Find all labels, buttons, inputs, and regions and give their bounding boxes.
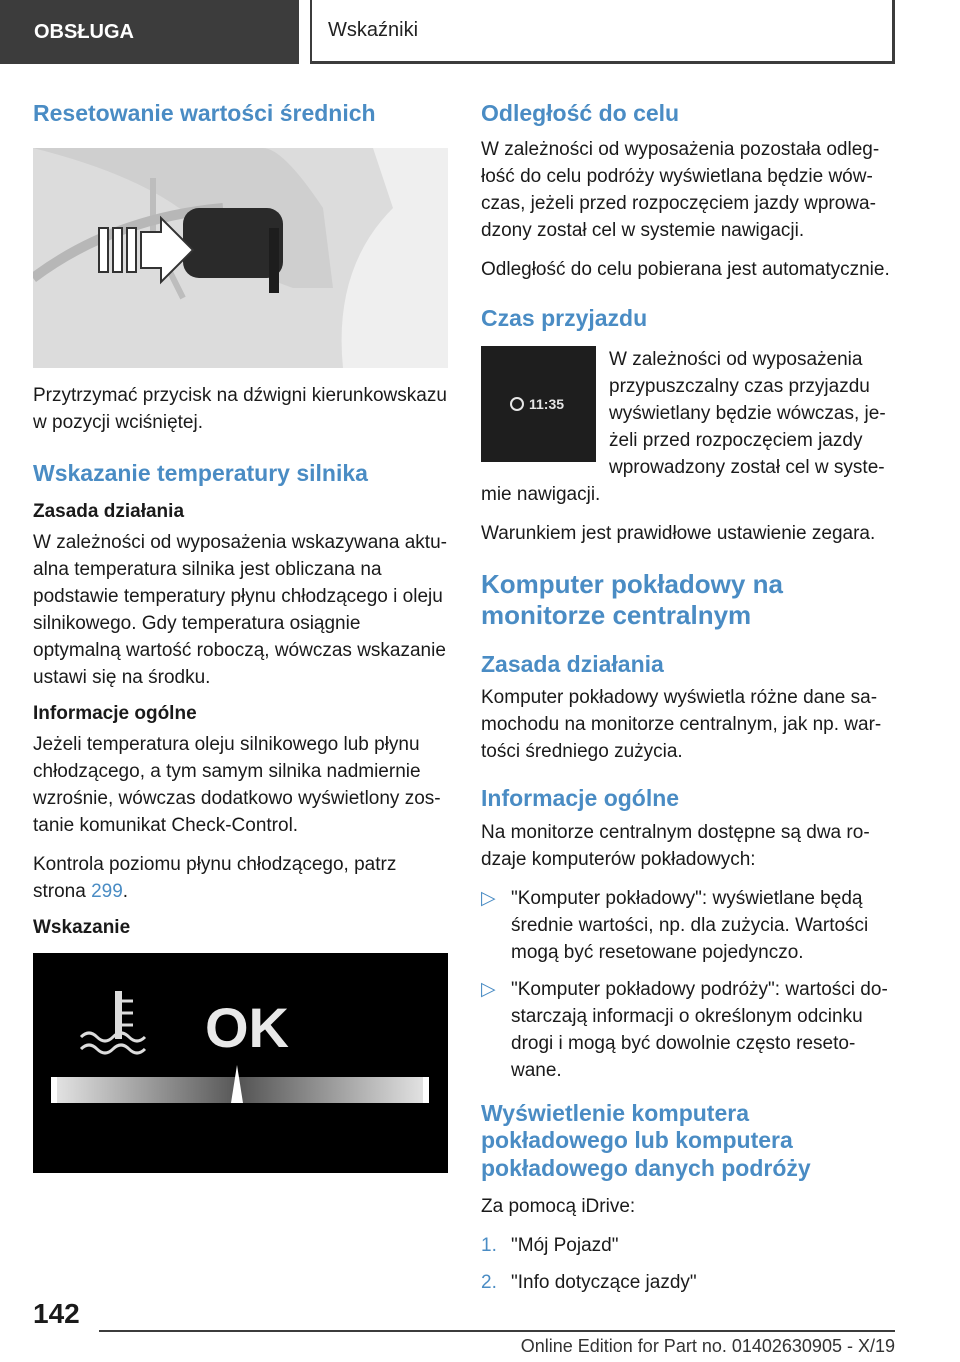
- step-number: 1.: [481, 1234, 497, 1256]
- heading-principle-right: Zasada działania: [481, 650, 664, 677]
- arrival-display-drawing: [481, 346, 596, 462]
- ok-display-text: OK: [205, 996, 289, 1060]
- footer-edition: Online Edition for Part no. 01402630905 - X/19: [520, 1336, 895, 1356]
- reset-instruction: Przytrzymać przycisk na dźwigni kierunkowskazu w pozycji wciśniętej.: [33, 384, 447, 433]
- subheading-display: Wskazanie: [33, 917, 131, 939]
- arrival-time-text: 11:35: [529, 396, 565, 413]
- clock-requirement-text: Warunkiem jest prawidłowe ustawienie zegara.: [481, 523, 876, 545]
- chapter-label: Wskaźniki: [328, 19, 419, 41]
- principle-text: W zależności od wyposażenia wskazywana aktualna temperatura silnika jest obliczana na podstawie temperatury płynu chłodzącego i oleju silnikowego. Gdy temperatura osiągnie optymalną wartość roboczą, wówczas wskazanie ustawi się na środku.: [33, 532, 447, 689]
- arrival-time-display: [481, 346, 596, 462]
- principle-text-right: Komputer pokładowy wyświetla różne dane samochodu na monitorze centralnym, jak np. wartości średniego zużycia.: [481, 687, 882, 763]
- page-number: 142: [33, 1298, 80, 1329]
- chapter-header: [310, 0, 895, 64]
- heading-show-computer: Wyświetlenie komputera pokładowego lub komputera pokładowego danych podróży: [481, 1099, 811, 1181]
- temperature-gauge-drawing: [33, 953, 448, 1173]
- step-item: [481, 1269, 896, 1296]
- step-text: "Mój Pojazd": [511, 1234, 619, 1256]
- arrival-block: [481, 346, 896, 520]
- page-link[interactable]: 299: [91, 881, 123, 903]
- right-column: [481, 100, 896, 1306]
- list-item: [481, 976, 896, 1084]
- step-item: [481, 1232, 896, 1259]
- heading-engine-temp: Wskazanie temperatury silnika: [33, 459, 368, 486]
- footer-divider: [99, 1330, 895, 1332]
- left-column: [33, 100, 448, 1173]
- computer-types-list: [481, 885, 896, 1084]
- distance-text-1: W zależności od wyposażenia pozostała odległość do celu podróży wyświetlana będzie wówczas, jeżeli przed rozpoczęciem jazdy wprowadzony został cel w systemie nawigacji.: [481, 138, 880, 241]
- heading-reset: Resetowanie wartości średnich: [33, 100, 376, 126]
- lever-drawing: [33, 148, 448, 368]
- general-info-text-right: Na monitorze centralnym dostępne są dwa rodzaje komputerów pokładowych:: [481, 821, 870, 870]
- heading-onboard-computer: Komputer pokładowy na monitorze centralnym: [481, 569, 783, 630]
- section-label: OBSŁUGA: [34, 20, 134, 43]
- coolant-temperature-icon: [81, 991, 145, 1053]
- steps-list: [481, 1232, 896, 1296]
- general-info-text: Jeżeli temperatura oleju silnikowego lub płynu chłodzącego, a tym samym silnika nadmiernie wzrośnie, wówczas dodatkowo wyświetlony zostanie komunikat Check-Control.: [33, 734, 441, 837]
- list-item-text: "Komputer pokładowy podróży": wartości dostarczają informacji o określonym odcinku drogi i mogą być dowolnie często resetowane.: [511, 978, 888, 1081]
- flag-icon: [511, 398, 523, 410]
- subheading-principle: Zasada działania: [33, 501, 185, 523]
- section-tab: [0, 0, 299, 64]
- turn-signal-lever-illustration: [33, 148, 448, 368]
- step-text: "Info dotyczące jazdy": [511, 1271, 697, 1293]
- arrival-text: W zależności od wyposażenia przypuszczalny czas przyjazdu wyświetlany będzie wówczas, jeżeli przed rozpoczęciem jazdy wprowadzony został cel w systemie nawigacji.: [481, 349, 886, 506]
- heading-distance: Odległość do celu: [481, 100, 680, 126]
- heading-arrival: Czas przyjazdu: [481, 304, 648, 331]
- temperature-display-illustration: [33, 953, 448, 1173]
- bullet-marker: ▷: [481, 978, 496, 1000]
- coolant-check-text: Kontrola poziomu płynu chłodzącego, patrz strona 299.: [33, 854, 397, 903]
- distance-text-2: Odległość do celu pobierana jest automatycznie.: [481, 258, 890, 280]
- coolant-check-label: Kontrola poziomu płynu chłodzącego, patrz strona: [33, 854, 397, 903]
- heading-general-info-right: Informacje ogólne: [481, 785, 680, 812]
- list-item: [481, 885, 896, 966]
- subheading-general-info: Informacje ogólne: [33, 703, 197, 725]
- list-item-text: "Komputer pokładowy": wyświetlane będą średnie wartości, np. dla zużycia. Wartości mogą być resetowane pojedynczo.: [511, 887, 869, 963]
- bullet-marker: ▷: [481, 887, 496, 909]
- step-number: 2.: [481, 1271, 497, 1293]
- idrive-text: Za pomocą iDrive:: [481, 1195, 636, 1217]
